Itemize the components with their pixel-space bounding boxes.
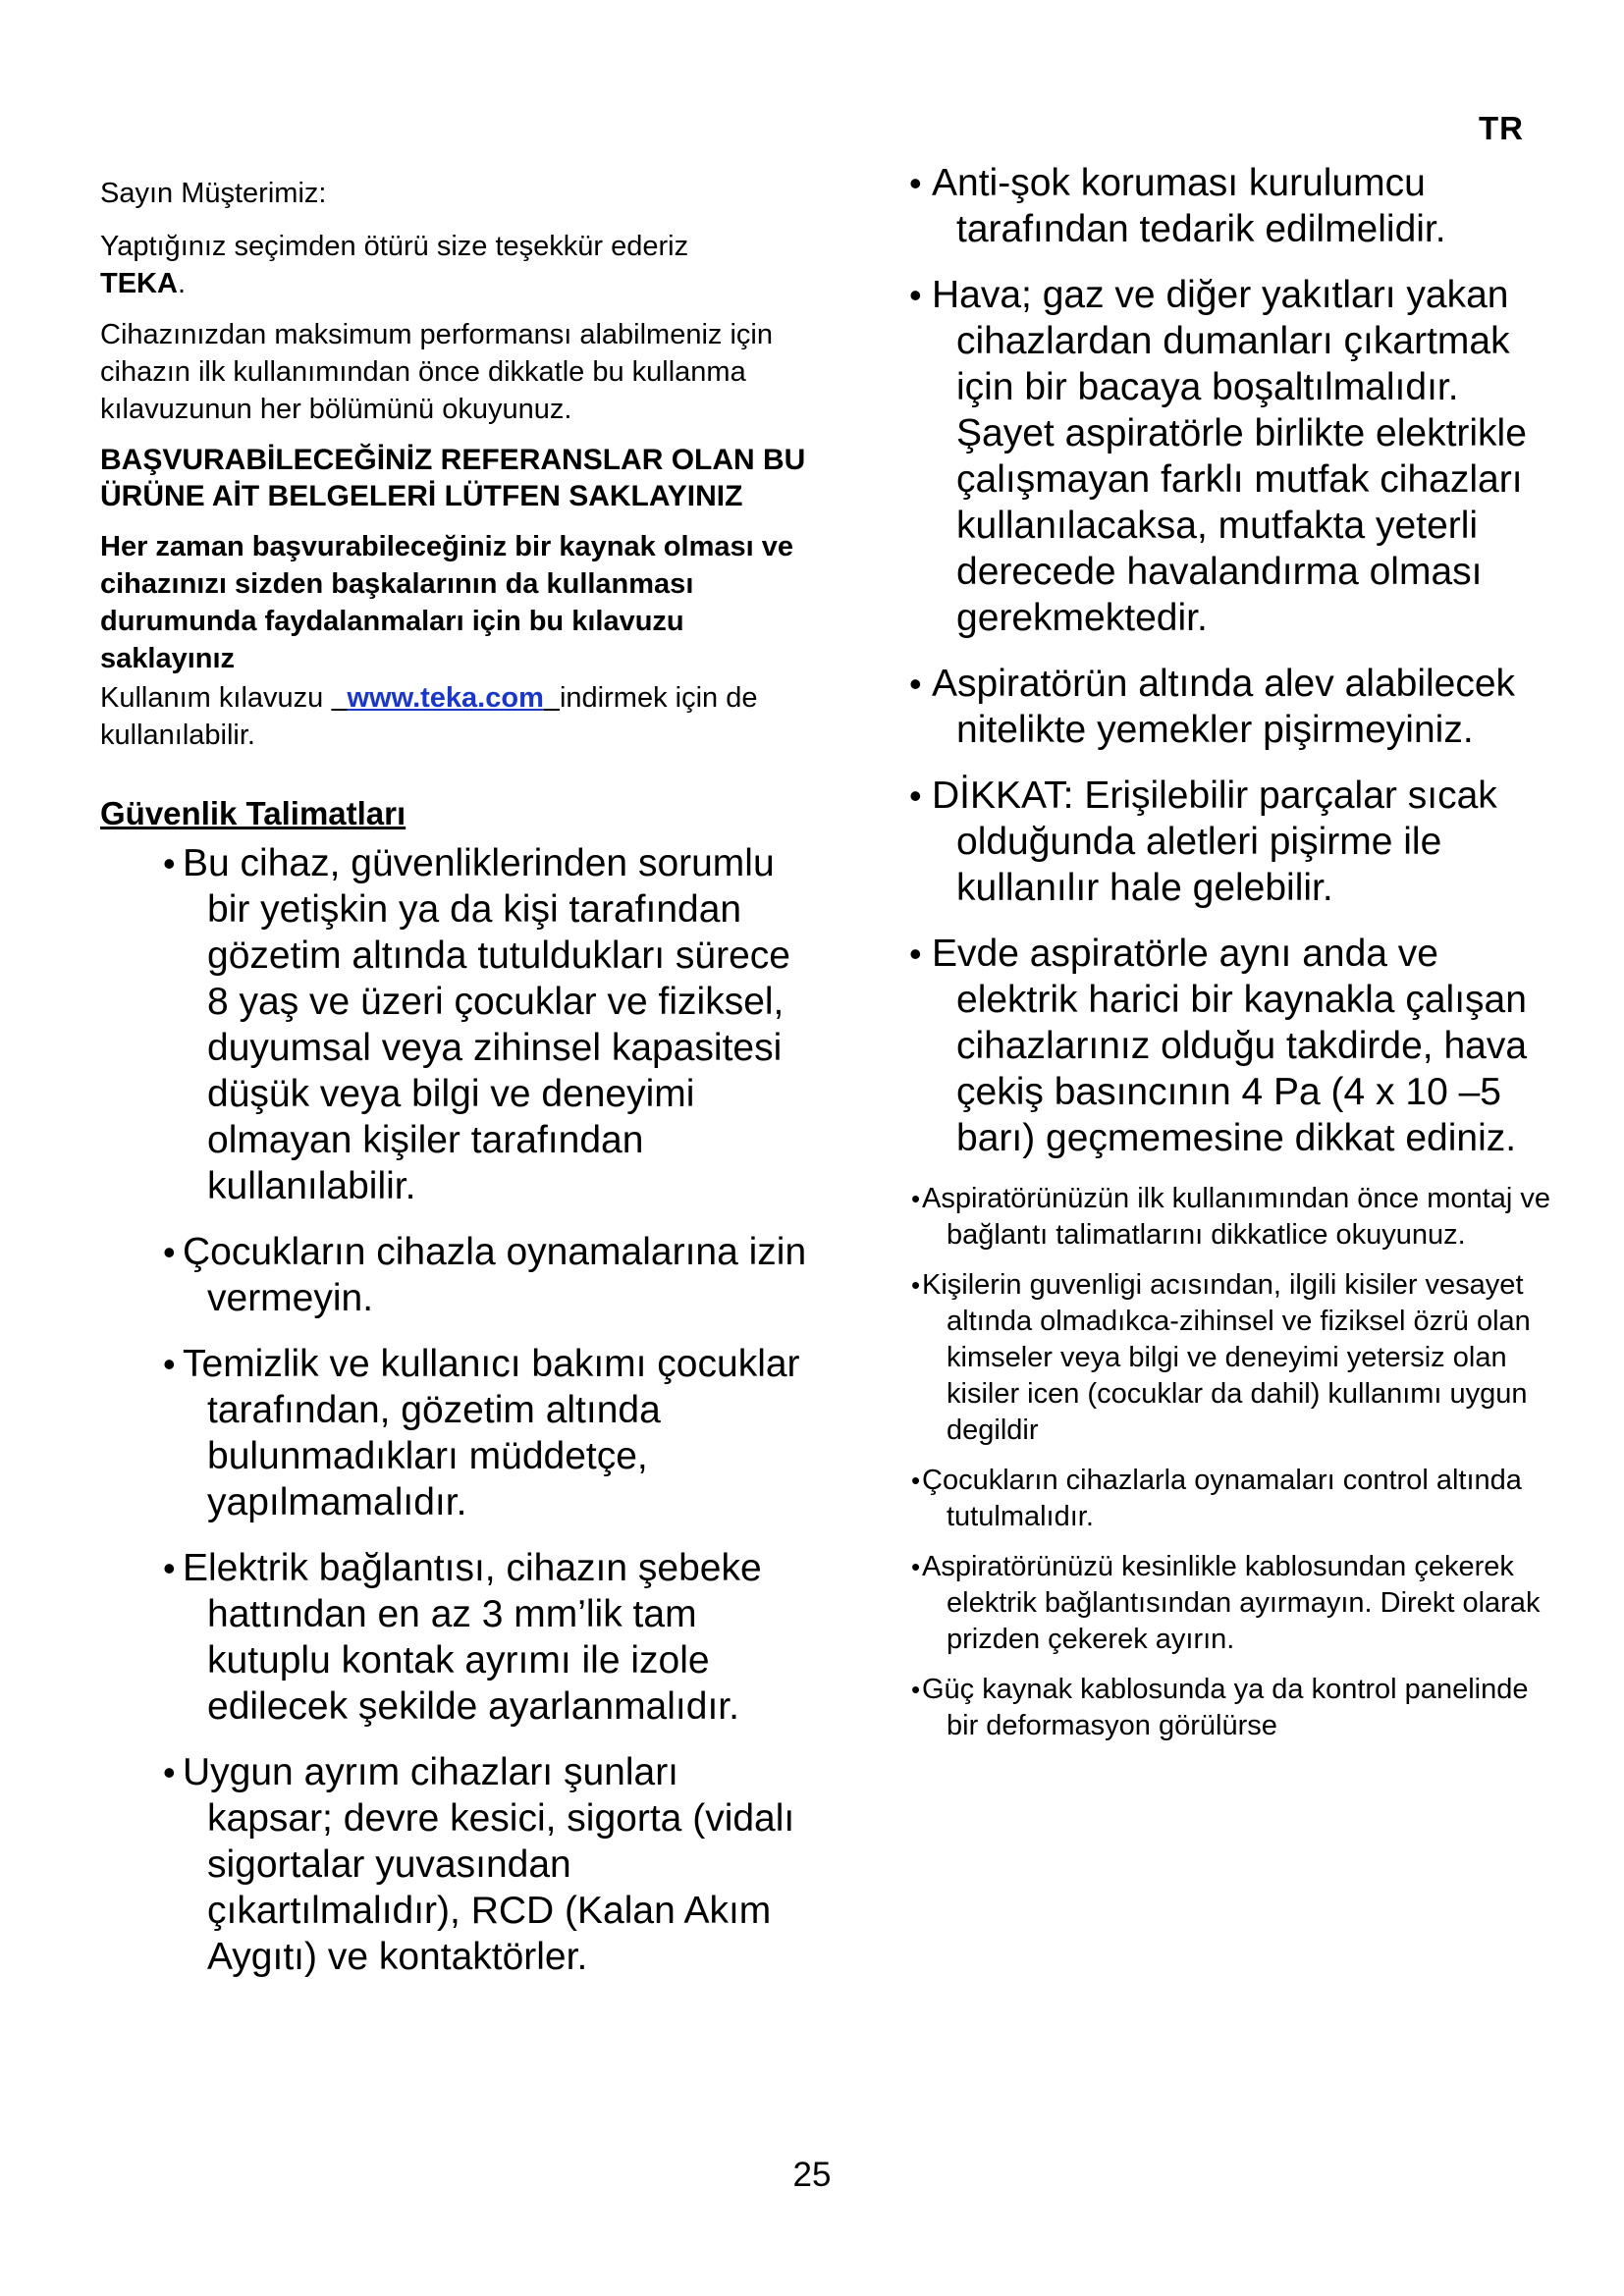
thanks-paragraph (100, 228, 807, 302)
keep-manual-note: Her zaman başvurabileceğiniz bir kaynak olması ve cihazınızı sizden başkalarının da kullanması durumunda faydalanmaları için bu kılavuzu saklayınız (100, 531, 793, 674)
bullet-icon: • (163, 1232, 176, 1272)
safety-list-right-large (903, 160, 1551, 1161)
read-manual-paragraph: Cihazınızdan maksimum performansı alabilmeniz için cihazın ilk kullanımından önce dikkatle bu kullanma kılavuzunun her bölümünü okuyunuz. (100, 319, 773, 425)
bullet-icon: • (911, 1675, 921, 1704)
brand-suffix: . (177, 268, 187, 299)
brand-name: TEKA (100, 268, 178, 299)
bullet-icon: • (163, 1548, 176, 1588)
safety-title: Güvenlik Talimatları (100, 795, 406, 831)
bullet-icon: • (909, 775, 922, 816)
list-item-text: Temizlik ve kullanıcı bakımı çocuklar tarafından, gözetim altında bulunmadıkları müddetçe, yapılmamalıdır. (183, 1343, 800, 1523)
list-item-text: Aspiratörün altında alev alabilecek nitelikte yemekler pişirmeyiniz. (932, 663, 1516, 751)
list-item-text: Hava; gaz ve diğer yakıtları yakan cihazlardan dumanları çıkartmak için bir bacaya boşaltılmalıdır. Şayet aspiratörle birlikte elektrikle çalışmayan farklı mutfak cihazları kullanılacaksa, mutfakta yeterli derecede havalandırma olması gerekmektedir. (932, 274, 1527, 639)
safety-list-right-small (903, 1181, 1551, 1744)
list-item-text: Uygun ayrım cihazları şunları kapsar; devre kesici, sigorta (vidalı sigortalar yuvasından çıkartılmalıdır), RCD (Kalan Akım Aygıtı) ve kontaktörler. (183, 1751, 795, 1978)
list-item (100, 1229, 807, 1321)
keep-documents-heading: BAŞVURABİLECEĞİNİZ REFERANSLAR OLAN BU ÜRÜNE AİT BELGELERİ LÜTFEN SAKLAYINIZ (100, 444, 806, 512)
intro-section (100, 175, 807, 754)
list-item-text: Kişilerin guvenligi acısından, ilgili kisiler vesayet altında olmadıkca-zihinsel ve fiziksel özrü olan kimseler veya bilgi ve deneyimi yetersiz olan kisiler icen (cocuklar da dahil) kullanımı uygun degildir (922, 1269, 1531, 1446)
greeting: Sayın Müşterimiz: (100, 178, 327, 209)
list-item (903, 1181, 1551, 1254)
list-item-text: Anti-şok koruması kurulumcu tarafından tedarik edilmelidir. (932, 162, 1446, 250)
list-item (903, 272, 1551, 641)
list-item-text: Aspiratörünüzün ilk kullanımından önce montaj ve bağlantı talimatlarını dikkatlice okuyunuz. (922, 1183, 1550, 1251)
list-item-text: Çocukların cihazla oynamalarına izin vermeyin. (183, 1231, 807, 1319)
bullet-icon: • (911, 1184, 921, 1213)
bullet-icon: • (911, 1270, 921, 1300)
list-item (903, 1463, 1551, 1535)
bullet-icon: • (909, 163, 922, 203)
bullet-icon: • (911, 1552, 921, 1581)
list-item-text: Aspiratörünüzü kesinlikle kablosundan çekerek elektrik bağlantısından ayırmayın. Direkt olarak prizden çekerek ayırın. (922, 1551, 1541, 1655)
safety-list-left (100, 840, 807, 1980)
list-item (903, 661, 1551, 753)
list-item (100, 1341, 807, 1525)
left-column (100, 175, 807, 2000)
list-item-text: Evde aspiratörle aynı anda ve elektrik harici bir kaynakla çalışan cihazlarınız olduğu takdirde, hava çekiş basıncının 4 Pa (4 x 10 –5 barı) geçmemesine dikkat ediniz. (932, 933, 1528, 1159)
bullet-icon: • (909, 934, 922, 974)
list-item-text: Elektrik bağlantısı, cihazın şebeke hattından en az 3 mm’lik tam kutuplu kontak ayrımı ile izole edilecek şekilde ayarlanmalıdır. (183, 1547, 762, 1728)
list-item-text: Bu cihaz, güvenliklerinden sorumlu bir yetişkin ya da kişi tarafından gözetim altında tutuldukları sürece 8 yaş ve üzeri çocuklar ve fiziksel, duyumsal veya zihinsel kapasitesi düşük veya bilgi ve deneyimi olmayan kişiler tarafından kullanılabilir. (183, 842, 790, 1207)
bullet-icon: • (163, 1344, 176, 1384)
download-post: indirmek için de kullanılabilir. (100, 682, 758, 751)
list-item (100, 1545, 807, 1730)
teka-website-link[interactable]: www.teka.com (347, 682, 544, 714)
list-item (903, 931, 1551, 1161)
list-item-text: DİKKAT: Erişilebilir parçalar sıcak olduğunda aletleri pişirme ile kullanılır hale gelebilir. (932, 774, 1497, 909)
bullet-icon: • (909, 664, 922, 704)
bullet-icon: • (163, 1752, 176, 1792)
list-item (903, 1267, 1551, 1449)
list-item-text: Güç kaynak kablosunda ya da kontrol panelinde bir deformasyon görülürse (922, 1674, 1529, 1741)
list-item (100, 1749, 807, 1980)
list-item (903, 160, 1551, 252)
bullet-icon: • (909, 275, 922, 315)
download-paragraph (100, 679, 807, 754)
download-pre: Kullanım kılavuzu (100, 682, 324, 714)
list-item (903, 1672, 1551, 1744)
bullet-icon: • (911, 1466, 921, 1495)
list-item (903, 773, 1551, 911)
list-item (903, 1549, 1551, 1658)
list-item-text: Çocukların cihazlarla oynamaları control altında tutulmalıdır. (922, 1465, 1522, 1532)
thanks-text: Yaptığınız seçimden ötürü size teşekkür ederiz (100, 231, 689, 262)
list-item (100, 840, 807, 1209)
page-number: 25 (792, 2156, 832, 2194)
bullet-icon: • (163, 843, 176, 883)
right-column (903, 160, 1551, 1758)
language-label: TR (1479, 110, 1524, 146)
